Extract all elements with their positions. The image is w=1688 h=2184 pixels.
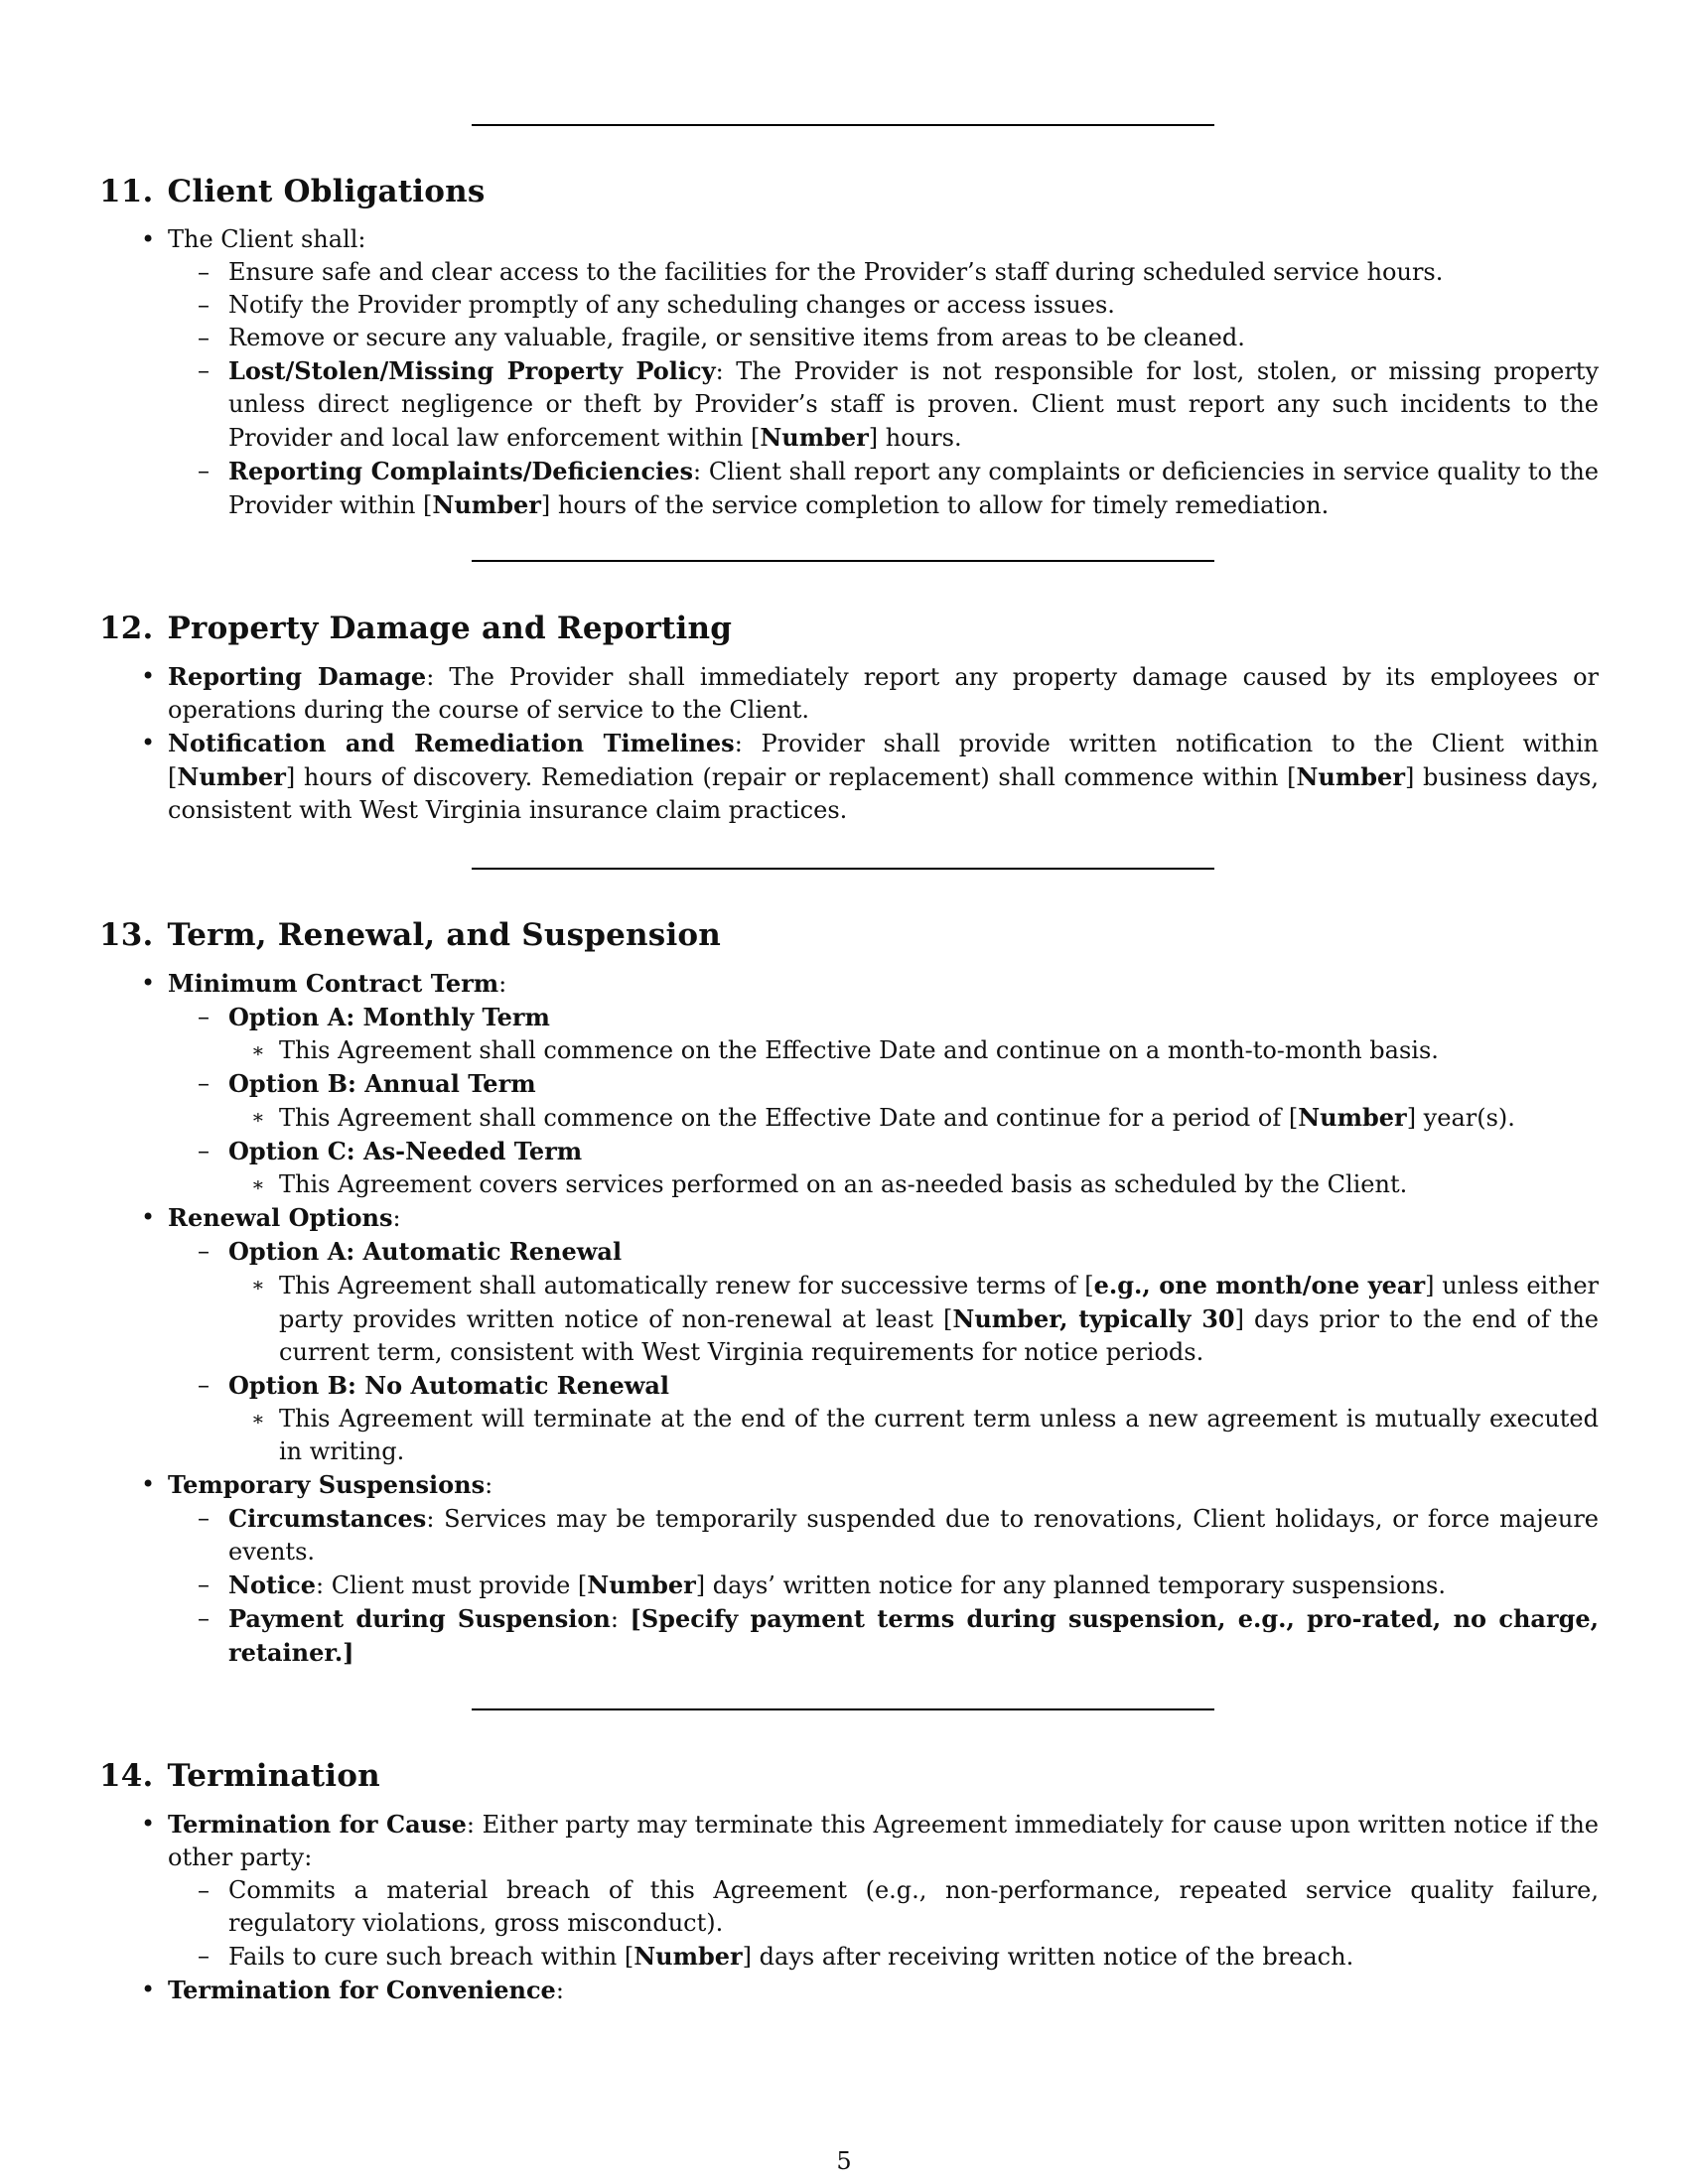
section-13: [99, 915, 1599, 1670]
page-number: 5: [836, 2147, 852, 2175]
payment-during-suspension: – Payment during Suspension: [Specify payment terms during suspension, e.g., pro-rated, no charge, retainer.]: [198, 1604, 1599, 1667]
option-b-annual: – Option B: Annual Term: [198, 1069, 536, 1098]
termination-for-cause: • Termination for Cause: Either party may terminate this Agreement immediately for cause upon written notice if the other party:: [141, 1810, 1600, 1871]
option-a-monthly: – Option A: Monthly Term: [198, 1003, 550, 1031]
section-divider: [472, 868, 1214, 870]
list-item: • The Client shall:: [141, 225, 366, 253]
reporting-damage: • Reporting Damage: The Provider shall immediately report any property damage caused by its employees or operations during the course of service to the Client.: [141, 662, 1600, 724]
section-heading: 11. Client Obligations: [99, 174, 486, 209]
termination-for-convenience: • Termination for Convenience:: [141, 1976, 564, 2004]
damage-list: [99, 660, 1599, 827]
material-breach: – Commits a material breach of this Agreement (e.g., non-performance, repeated service quality failure, regulatory violations, gross misconduct).: [198, 1876, 1599, 1937]
option-b-text: ∗ This Agreement shall commence on the Effective Date and continue for a period of [Number] year(s).: [251, 1103, 1515, 1132]
suspension-notice: – Notice: Client must provide [Number] days’ written notice for any planned temporary suspensions.: [198, 1570, 1446, 1599]
obligations-list: [99, 223, 1599, 522]
renewal-option-b-text: ∗ This Agreement will terminate at the end of the current term unless a new agreement is mutually executed in writing.: [251, 1405, 1599, 1465]
notification-timelines: • Notification and Remediation Timelines: Provider shall provide written notification to the Client within [Number] hours of discovery. Remediation (repair or replacement) shall commence within [Number] business days, consistent with West Virginia insurance claim practices.: [141, 729, 1600, 824]
renewal-option-a: – Option A: Automatic Renewal: [198, 1237, 623, 1266]
section-heading: 14. Termination: [99, 1758, 380, 1794]
list-item: – Notify the Provider promptly of any scheduling changes or access issues.: [198, 291, 1115, 319]
section-divider: [472, 1708, 1214, 1710]
section-divider: [472, 124, 1214, 126]
reporting-complaints: – Reporting Complaints/Deficiencies: Client shall report any complaints or deficiencies in service quality to the Provider within [Number] hours of the service completion to allow for timely remediation.: [198, 457, 1600, 519]
lost-property-policy: – Lost/Stolen/Missing Property Policy: The Provider is not responsible for lost, stolen, or missing property unless direct negligence or theft by Provider’s staff is proven. Client must report any such incidents to the Provider and local law enforcement within [Number] hours.: [198, 356, 1599, 452]
term-list: [99, 967, 1599, 1670]
option-c-text: ∗ This Agreement covers services performed on an as-needed basis as scheduled by the Client.: [251, 1170, 1408, 1198]
option-a-text: ∗ This Agreement shall commence on the Effective Date and continue on a month-to-month basis.: [251, 1036, 1439, 1064]
circumstances: – Circumstances: Services may be temporarily suspended due to renovations, Client holidays, or force majeure events.: [198, 1504, 1599, 1566]
minimum-term: • Minimum Contract Term:: [141, 969, 507, 998]
list-item: – Remove or secure any valuable, fragile, or sensitive items from areas to be cleaned.: [198, 324, 1245, 351]
section-14: [99, 1756, 1599, 2007]
renewal-option-a-text: ∗ This Agreement shall automatically renew for successive terms of [e.g., one month/one year] unless either party provides written notice of non-renewal at least [Number, typically 30] days prior to the end of the current term, consistent with West Virginia requirements for notice periods.: [251, 1271, 1600, 1366]
renewal-option-b: – Option B: No Automatic Renewal: [198, 1371, 670, 1400]
temporary-suspensions: • Temporary Suspensions:: [141, 1470, 493, 1499]
section-divider: [472, 560, 1214, 562]
renewal-options: • Renewal Options:: [141, 1203, 401, 1232]
section-11: [99, 172, 1599, 522]
list-item: – Ensure safe and clear access to the facilities for the Provider’s staff during scheduled service hours.: [198, 258, 1444, 286]
section-heading: 12. Property Damage and Reporting: [99, 611, 733, 646]
fails-to-cure: – Fails to cure such breach within [Number] days after receiving written notice of the breach.: [198, 1942, 1354, 1971]
termination-list: [99, 1808, 1599, 2007]
section-heading: 13. Term, Renewal, and Suspension: [99, 917, 722, 953]
section-12: [99, 609, 1599, 827]
option-c-as-needed: – Option C: As-Needed Term: [198, 1137, 583, 1165]
